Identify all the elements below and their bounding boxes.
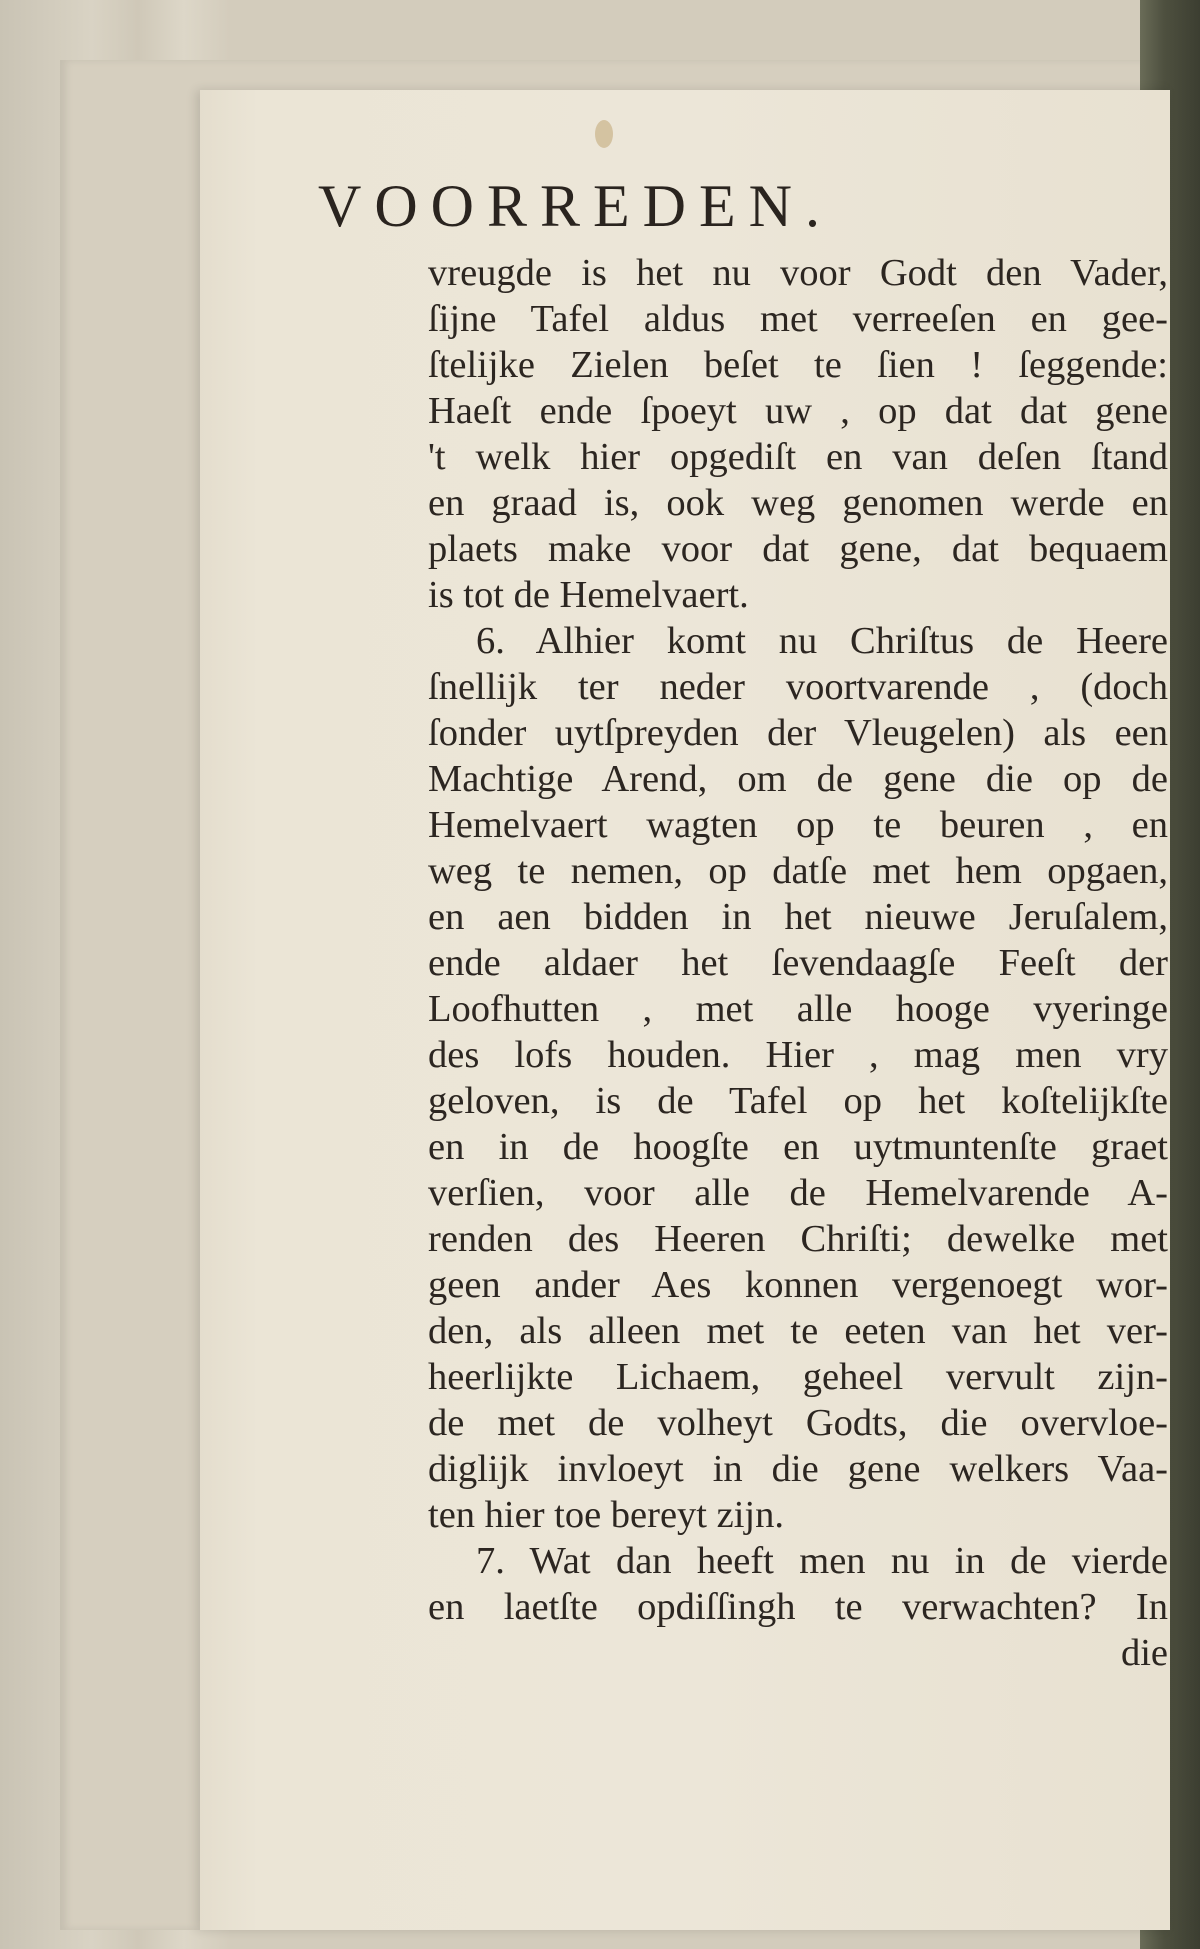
text-line: heerlijkte Lichaem, geheel vervult zijn-	[428, 1356, 1168, 1398]
paragraph-7-start: 7. Wat dan heeft men nu in de vierde	[476, 1540, 1168, 1582]
text-line: ſnellijk ter neder voortvarende , (doch	[428, 666, 1168, 708]
text-line: den, als alleen met te eeten van het ver-	[428, 1310, 1168, 1352]
text-line: en in de hoogſte en uytmuntenſte graet	[428, 1126, 1168, 1168]
text-line: Loofhutten , met alle hooge vyeringe	[428, 988, 1168, 1030]
text-line: 't welk hier opgediſt en van deſen ſtand	[428, 436, 1168, 478]
text-line: renden des Heeren Chriſti; dewelke met	[428, 1218, 1168, 1260]
catchword: die	[1120, 1632, 1168, 1674]
text-line: ende aldaer het ſevendaagſe Feeſt der	[428, 942, 1168, 984]
text-line: des lofs houden. Hier , mag men vry	[428, 1034, 1168, 1076]
text-line: plaets make voor dat gene, dat bequaem	[428, 528, 1168, 570]
text-line: Machtige Arend, om de gene die op de	[428, 758, 1168, 800]
text-line: en laetſte opdiſſingh te verwachten? In	[428, 1586, 1168, 1628]
foxing-spot	[595, 120, 613, 148]
text-line: diglijk invloeyt in die gene welkers Vaa-	[428, 1448, 1168, 1490]
text-line: ſijne Tafel aldus met verreeſen en gee-	[428, 298, 1168, 340]
text-line: geen ander Aes konnen vergenoegt wor-	[428, 1264, 1168, 1306]
paragraph-6-start: 6. Alhier komt nu Chriſtus de Heere	[476, 620, 1168, 662]
text-line: ten hier toe bereyt zijn.	[428, 1494, 784, 1536]
running-head: VOORREDEN.	[318, 173, 833, 239]
text-line: vreugde is het nu voor Godt den Vader,	[428, 252, 1168, 294]
text-line: geloven, is de Tafel op het koſtelijkſte	[428, 1080, 1168, 1122]
text-line: ſtelijke Zielen beſet te ſien ! ſeggende:	[428, 344, 1168, 386]
body-text	[428, 250, 1168, 1676]
text-line: de met de volheyt Godts, die overvloe-	[428, 1402, 1168, 1444]
text-line: ſonder uytſpreyden der Vleugelen) als een	[428, 712, 1168, 754]
text-line: weg te nemen, op datſe met hem opgaen,	[428, 850, 1168, 892]
text-line: Hemelvaert wagten op te beuren , en	[428, 804, 1168, 846]
text-line: verſien, voor alle de Hemelvarende A-	[428, 1172, 1168, 1214]
text-line: en graad is, ook weg genomen werde en	[428, 482, 1168, 524]
text-line: Haeſt ende ſpoeyt uw , op dat dat gene	[428, 390, 1168, 432]
text-line: is tot de Hemelvaert.	[428, 574, 749, 616]
text-line: en aen bidden in het nieuwe Jeruſalem,	[428, 896, 1168, 938]
